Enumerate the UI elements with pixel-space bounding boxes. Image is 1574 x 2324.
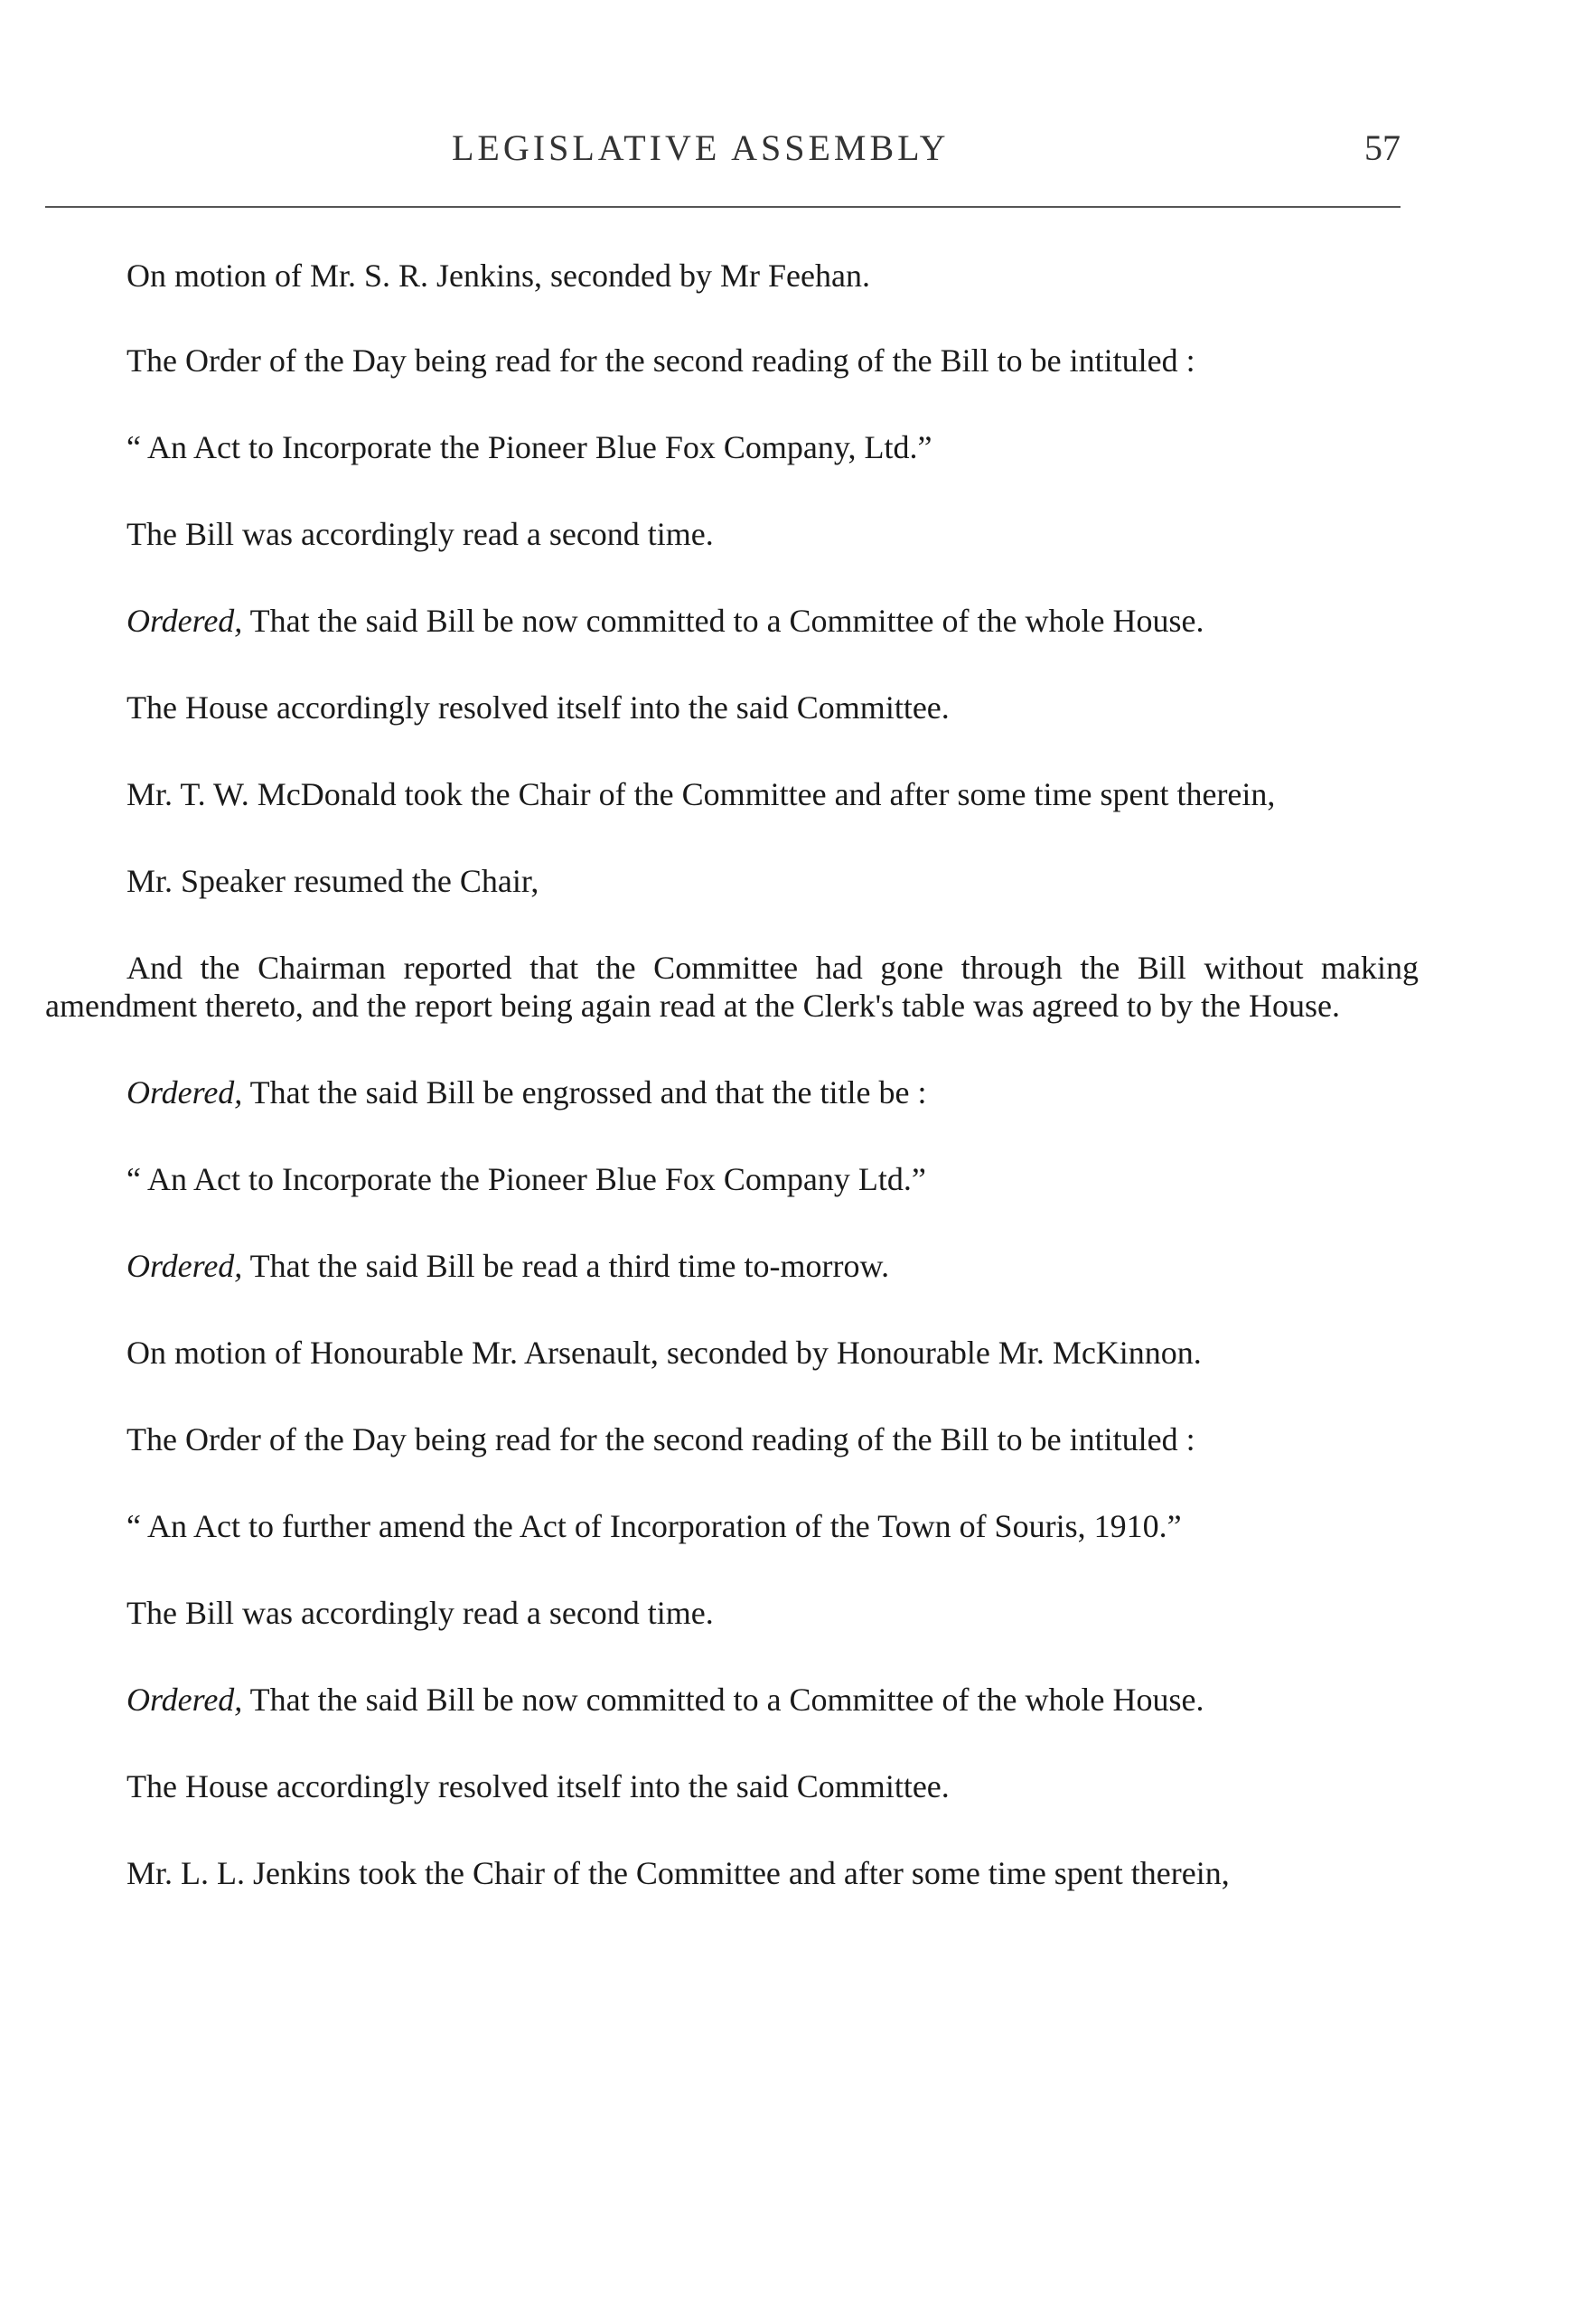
- paragraph-ordered-third-reading: Ordered, That the said Bill be read a third time to-morrow.: [126, 1248, 890, 1284]
- paragraph-second-reading-2: The Bill was accordingly read a second time.: [126, 1595, 714, 1631]
- paragraph-second-reading-1: The Bill was accordingly read a second time.: [126, 516, 714, 552]
- running-title: LEGISLATIVE ASSEMBLY: [452, 127, 950, 168]
- paragraph-motion-1: On motion of Mr. S. R. Jenkins, seconded by Mr Feehan.: [126, 258, 870, 294]
- paragraph-motion-2: On motion of Honourable Mr. Arsenault, seconded by Honourable Mr. McKinnon.: [126, 1335, 1202, 1371]
- ordered-label: Ordered,: [126, 603, 243, 639]
- ordered-label: Ordered,: [126, 1682, 243, 1718]
- paragraph-bill-title-1: “ An Act to Incorporate the Pioneer Blue Fox Company, Ltd.”: [126, 429, 932, 465]
- ordered-label: Ordered,: [126, 1248, 243, 1284]
- paragraph-order-of-day-1: The Order of the Day being read for the second reading of the Bill to be intituled :: [126, 342, 1195, 379]
- paragraph-bill-title-2: “ An Act to Incorporate the Pioneer Blue Fox Company Ltd.”: [126, 1161, 926, 1197]
- paragraph-bill-title-3: “ An Act to further amend the Act of Incorporation of the Town of Souris, 1910.”: [126, 1508, 1182, 1544]
- paragraph-ordered-committee-1: Ordered, That the said Bill be now committed to a Committee of the whole House.: [126, 603, 1204, 639]
- paragraph-order-of-day-2: The Order of the Day being read for the second reading of the Bill to be intituled :: [126, 1421, 1195, 1457]
- page-header: [45, 127, 1401, 181]
- page-number: 57: [1364, 127, 1401, 168]
- paragraph-speaker-resumed: Mr. Speaker resumed the Chair,: [126, 863, 539, 899]
- paragraph-ordered-committee-2: Ordered, That the said Bill be now committed to a Committee of the whole House.: [126, 1682, 1204, 1718]
- paragraph-house-resolved-1: The House accordingly resolved itself into the said Committee.: [126, 689, 950, 726]
- ordered-label: Ordered,: [126, 1074, 243, 1110]
- header-rule: [45, 206, 1401, 208]
- paragraph-house-resolved-2: The House accordingly resolved itself into the said Committee.: [126, 1768, 950, 1804]
- paragraph-ordered-engrossed: Ordered, That the said Bill be engrossed and that the title be :: [126, 1074, 927, 1110]
- page-body: [45, 257, 1419, 1892]
- paragraph-chair-2: Mr. L. L. Jenkins took the Chair of the Committee and after some time spent therein,: [126, 1855, 1230, 1891]
- paragraph-chairman-reported: And the Chairman reported that the Committee had gone through the Bill without making amendment thereto, and the report being again read at the Clerk's table was agreed to by the House.: [45, 950, 1419, 1024]
- paragraph-chair-1: Mr. T. W. McDonald took the Chair of the Committee and after some time spent therein,: [126, 776, 1276, 812]
